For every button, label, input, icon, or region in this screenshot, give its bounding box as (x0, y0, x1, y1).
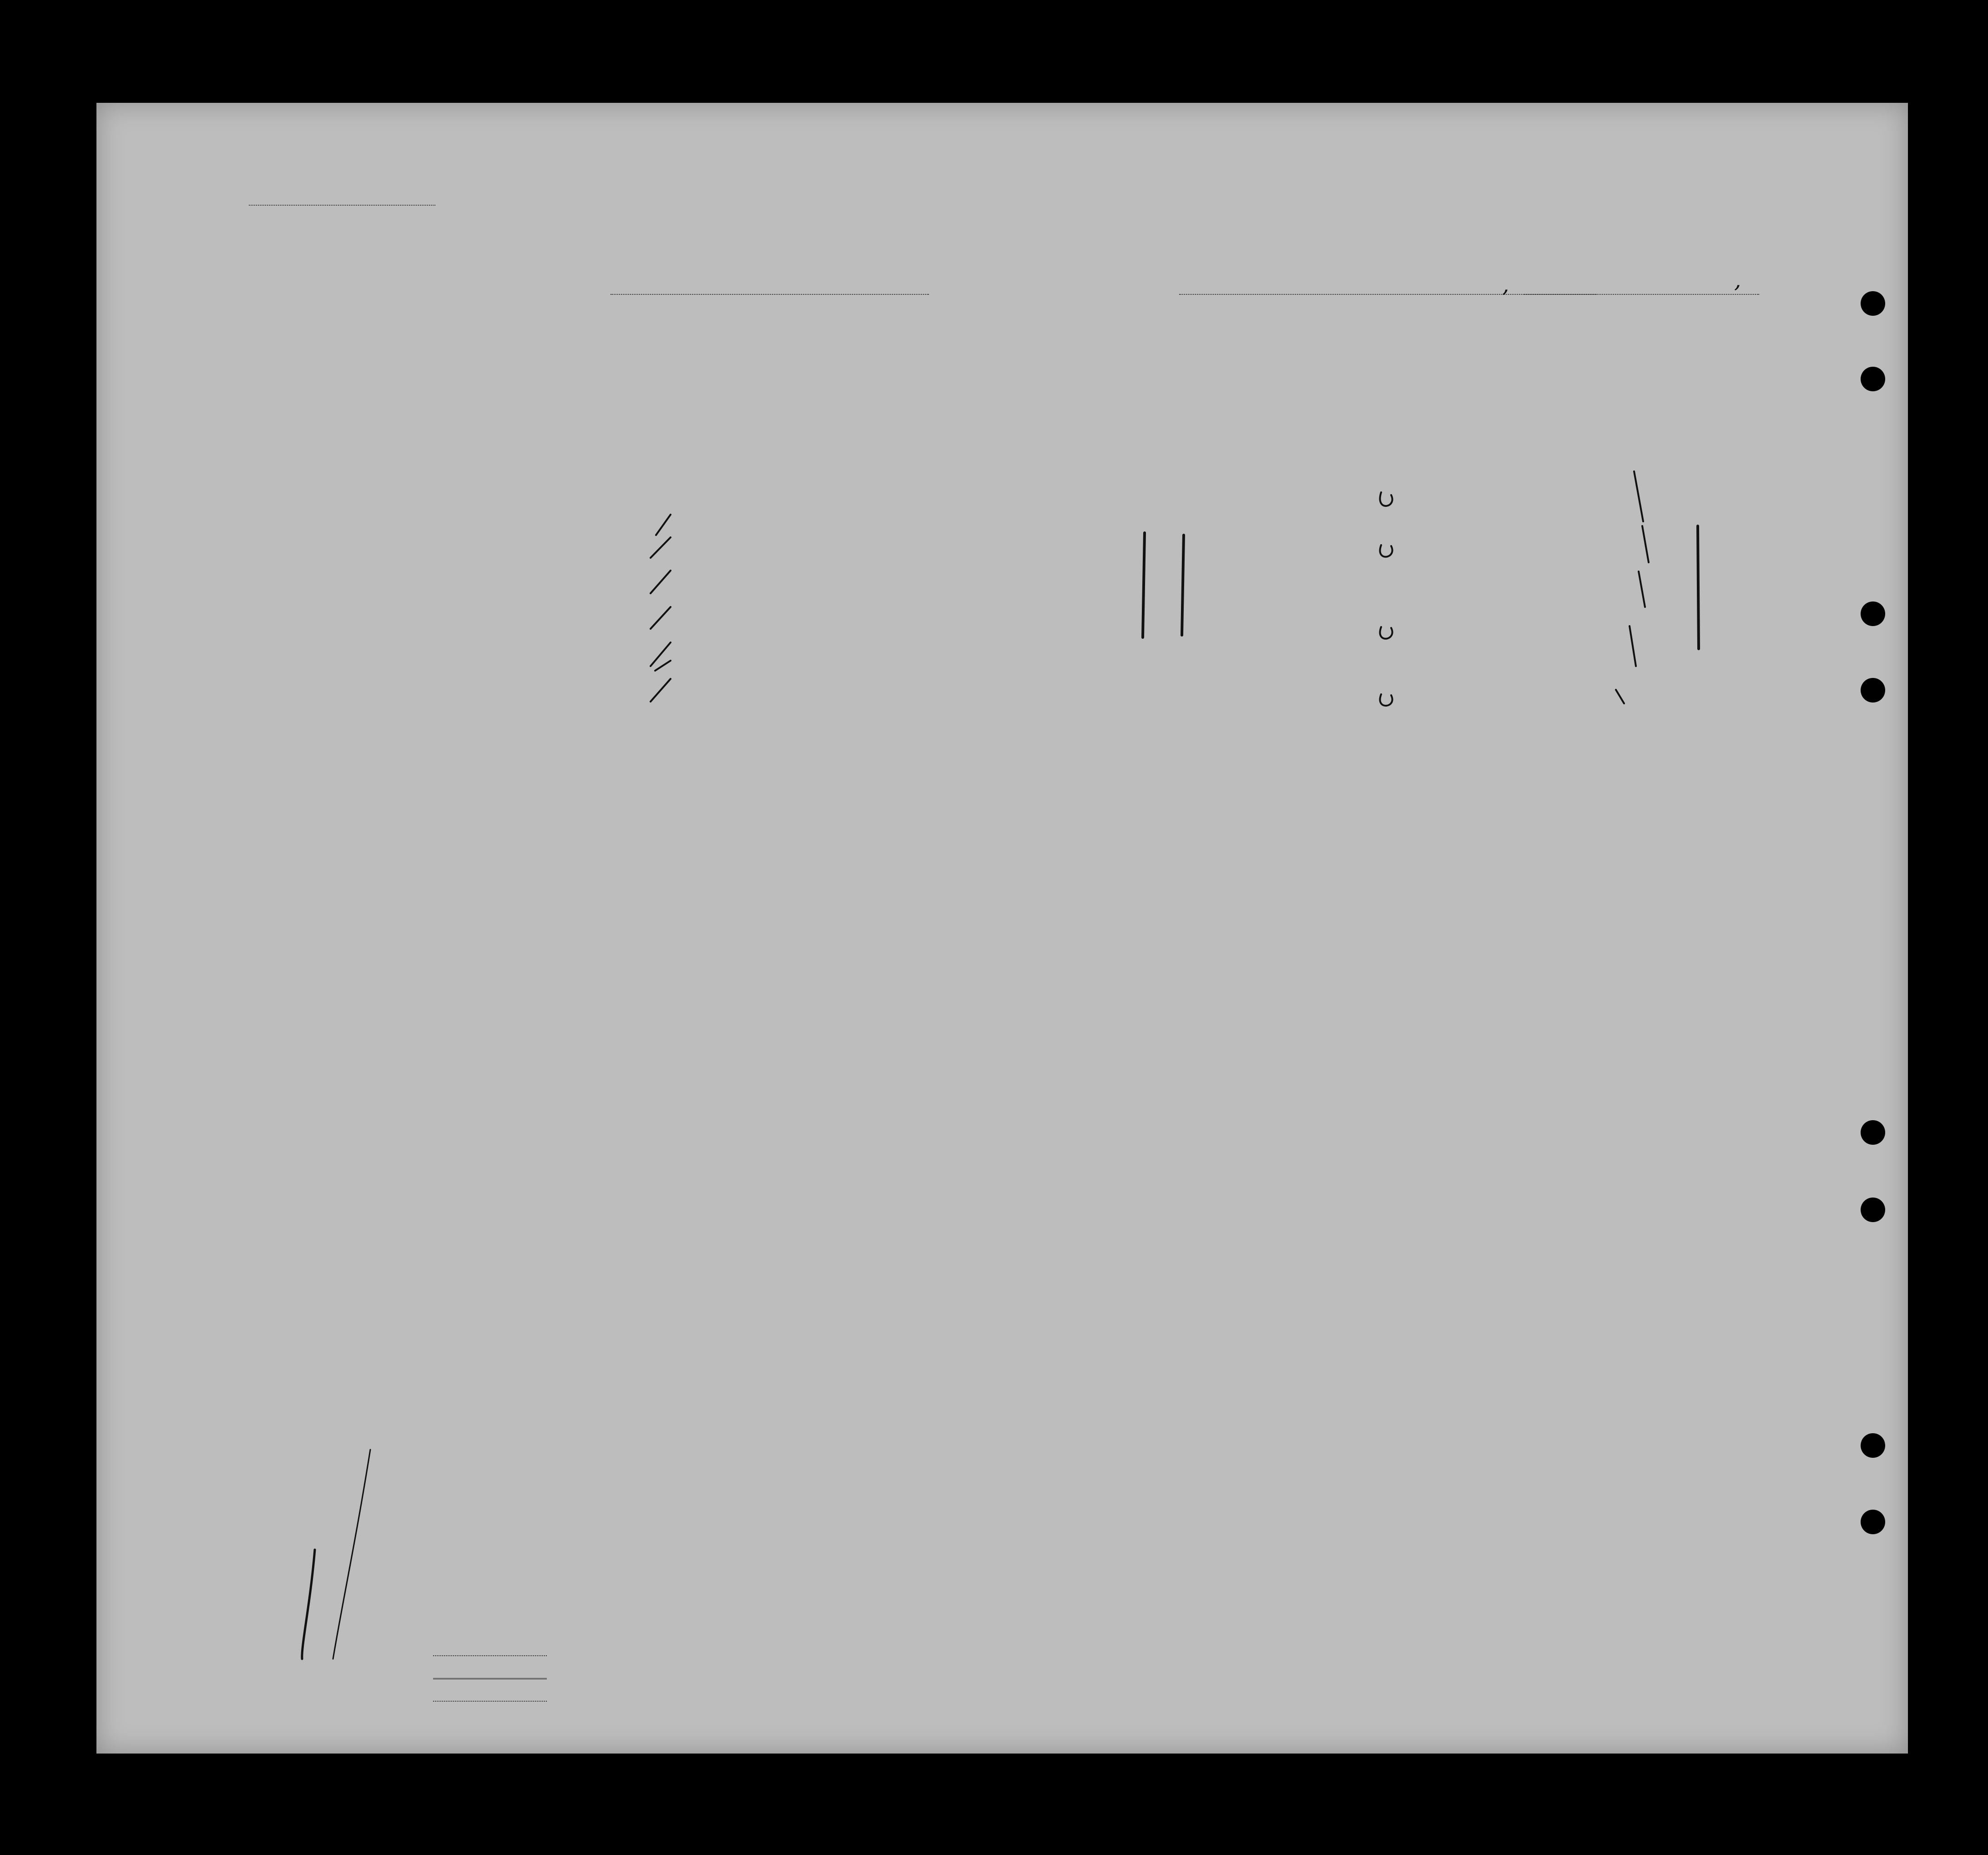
binder-hole (1861, 1510, 1885, 1534)
date-comma: , (1734, 268, 1741, 293)
manifest-sheet (96, 103, 1908, 1754)
total-passengers-line (433, 1655, 547, 1656)
binder-hole (1861, 291, 1885, 316)
binder-hole (1861, 367, 1885, 391)
aliens-line (433, 1701, 547, 1702)
binder-hole (1861, 1120, 1885, 1145)
port-comma: , (1502, 272, 1509, 298)
handwritten-strokes (96, 103, 1908, 1754)
binder-hole (1861, 1433, 1885, 1458)
us-citizens-line (433, 1678, 547, 1679)
binder-hole (1861, 1198, 1885, 1222)
binder-hole (1861, 601, 1885, 626)
binder-hole (1861, 678, 1885, 703)
